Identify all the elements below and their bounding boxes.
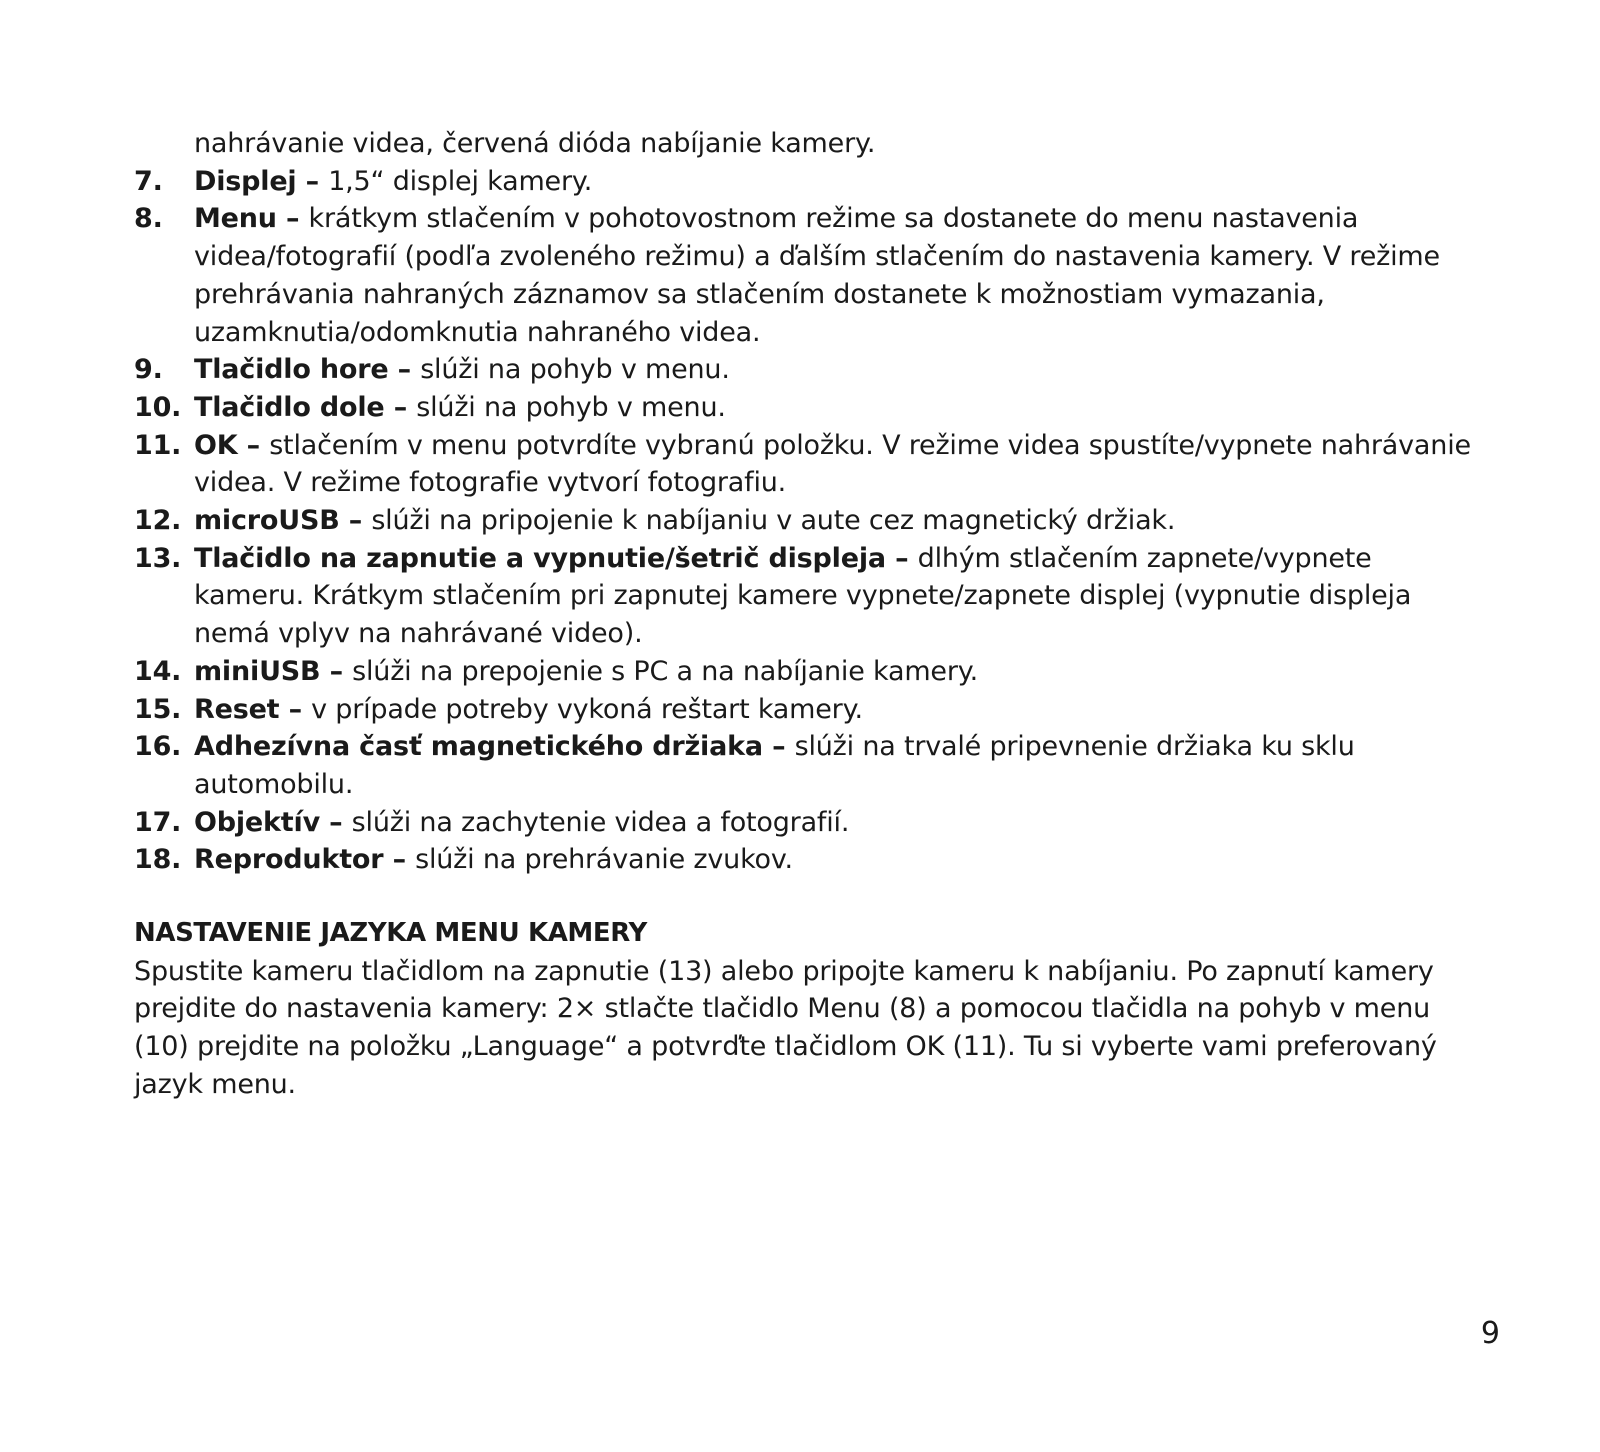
item-term: Tlačidlo na zapnutie a vypnutie/šetrič displeja –: [194, 542, 918, 574]
item-text: slúži na pohyb v menu.: [420, 354, 730, 386]
item-number: 16.: [134, 731, 182, 763]
item-number: 18.: [134, 844, 182, 876]
list-item: [134, 389, 1484, 427]
item-term: OK –: [194, 429, 270, 461]
item-text: 1,5“ displej kamery.: [328, 165, 593, 197]
item-number: 17.: [134, 806, 182, 838]
list-item: [134, 163, 1484, 201]
item-number: 11.: [134, 429, 182, 461]
list-item: [134, 351, 1484, 389]
page-content: [134, 125, 1484, 1104]
item-number: 13.: [134, 542, 182, 574]
list-item: [134, 691, 1484, 729]
item-term: miniUSB –: [194, 655, 353, 687]
item-number: 15.: [134, 693, 182, 725]
item-number: 9.: [134, 354, 163, 386]
item-term: Menu –: [194, 203, 309, 235]
list-item: [134, 841, 1484, 879]
item-text: slúži na zachytenie videa a fotografií.: [351, 806, 850, 838]
item-body: [194, 163, 1484, 201]
item-body: [194, 691, 1484, 729]
section-heading: NASTAVENIE JAZYKA MENU KAMERY: [134, 918, 647, 949]
item-term: Adhezívna časť magnetického držiaka –: [194, 731, 795, 763]
item-term: Reset –: [194, 693, 312, 725]
item-body: [194, 351, 1484, 389]
item-body: [194, 200, 1484, 351]
item-text: slúži na trvalé pripevnenie držiaka ku sklu automobilu.: [194, 731, 1355, 800]
item-number: 10.: [134, 391, 182, 423]
item-body: [194, 841, 1484, 879]
item-body: [194, 427, 1484, 502]
item-body: [194, 653, 1484, 691]
item-term: Tlačidlo dole –: [194, 391, 417, 423]
list-item: [134, 502, 1484, 540]
item-text: slúži na pripojenie k nabíjaniu v aute cez magnetický držiak.: [371, 505, 1176, 537]
item-text: slúži na prehrávanie zvukov.: [415, 844, 793, 876]
item-text: slúži na pohyb v menu.: [416, 391, 726, 423]
list-item: [134, 540, 1484, 653]
list-item: [134, 200, 1484, 351]
item-body: [194, 389, 1484, 427]
item-text: v prípade potreby vykoná reštart kamery.: [311, 693, 863, 725]
item-text: dlhým stlačením zapnete/vypnete kameru. Krátkym stlačením pri zapnutej kamere vypnete/zapnete displej (vypnutie displeja nemá vplyv na nahrávané video).: [194, 542, 1412, 650]
item-number: 14.: [134, 655, 182, 687]
item-body: [194, 502, 1484, 540]
item-body: [194, 804, 1484, 842]
item-text: stlačením v menu potvrdíte vybranú položku. V režime videa spustíte/vypnete nahrávanie videa. V režime fotografie vytvorí fotografiu.: [194, 429, 1471, 499]
item-body: [194, 728, 1484, 803]
list-item: [134, 653, 1484, 691]
page-number: 9: [1480, 1316, 1500, 1351]
list-item: [134, 804, 1484, 842]
item-number: 7.: [134, 165, 163, 197]
list-item: [134, 427, 1484, 502]
section-paragraph: Spustite kameru tlačidlom na zapnutie (13) alebo pripojte kameru k nabíjaniu. Po zapnutí kamery prejdite do nastavenia kamery: 2× stlačte tlačidlo Menu (8) a pomocou tlačidla na pohyb v menu (10) prejdite na položku „Language“ a potvrďte tlačidlom OK (11). Tu si vyberte vami preferovaný jazyk menu.: [134, 955, 1437, 1100]
list-item: [134, 728, 1484, 803]
item-body: [194, 540, 1484, 653]
item-term: microUSB –: [194, 505, 372, 537]
item-term: Reproduktor –: [194, 844, 416, 876]
item-number: 8.: [134, 203, 163, 235]
item-term: Tlačidlo hore –: [194, 354, 421, 386]
item-number: 12.: [134, 505, 182, 537]
item-text: krátkym stlačením v pohotovostnom režime sa dostanete do menu nastavenia videa/fotografií (podľa zvoleného režimu) a ďalším stlačením do nastavenia kamery. V režime prehrávania nahraných záznamov sa stlačením dostanete k možnostiam vymazania, uzamknutia/odomknutia nahraného videa.: [194, 203, 1440, 348]
item-term: Objektív –: [194, 806, 352, 838]
item-text: slúži na prepojenie s PC a na nabíjanie kamery.: [352, 655, 979, 687]
item-term: Displej –: [194, 165, 329, 197]
continuation-text: nahrávanie videa, červená dióda nabíjanie kamery.: [194, 128, 876, 159]
